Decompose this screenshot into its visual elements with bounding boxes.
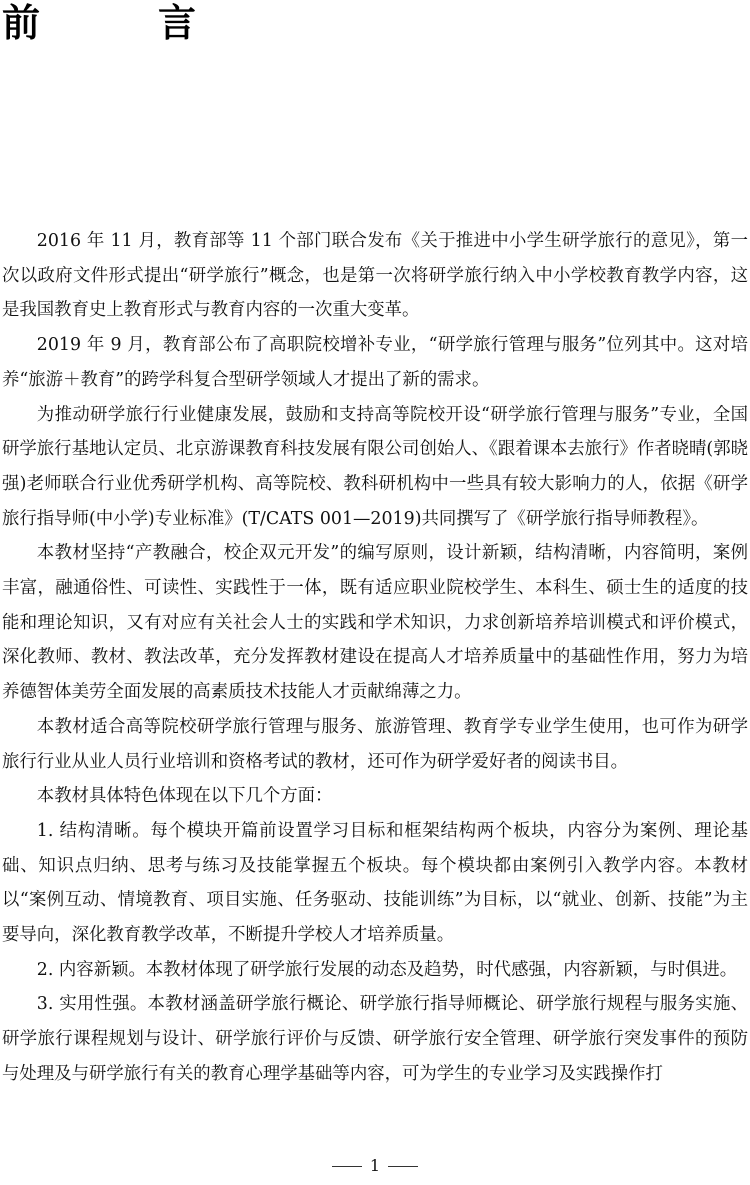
page-title: 前 言	[2, 1, 237, 45]
paragraph-8: 2. 内容新颖。本教材体现了研学旅行发展的动态及趋势，时代感强，内容新颖，与时俱进。	[36, 959, 738, 980]
paragraph-1: 2016 年 11 月，教育部等 11 个部门联合发布《关于推进中小学生研学旅行的意见》，第一次以政府文件形式提出“研学旅行”概念，也是第一次将研学旅行纳入中小学校教育教学内容，这是我国教育史上教育形式与教育内容的一次重大变革。	[2, 231, 748, 321]
page-footer	[0, 1156, 750, 1176]
paragraph-7: 1. 结构清晰。每个模块开篇前设置学习目标和框架结构两个板块，内容分为案例、理论基础、知识点归纳、思考与练习及技能掌握五个板块。每个模块都由案例引入教学内容。本教材以“案例互动、情境教育、项目实施、任务驱动、技能训练”为目标，以“就业、创新、技能”为主要导向，深化教育教学改革，不断提升学校人才培养质量。	[2, 820, 748, 946]
paragraph-6: 本教材具体特色体现在以下几个方面：	[36, 786, 333, 807]
paragraph-5: 本教材适合高等院校研学旅行管理与服务、旅游管理、教育学专业学生使用，也可作为研学旅行行业从业人员行业培训和资格考试的教材，还可作为研学爱好者的阅读书目。	[2, 716, 748, 772]
footer-dash-right	[388, 1166, 418, 1167]
paragraph-3: 为推动研学旅行行业健康发展，鼓励和支持高等院校开设“研学旅行管理与服务”专业，全国研学旅行基地认定员、北京游课教育科技发展有限公司创始人、《跟着课本去旅行》作者晓晴(郭晓强)老师联合行业优秀研学机构、高等院校、教科研机构中一些具有较大影响力的人，依据《研学旅行指导师(中小学)专业标准》(T/CATS 001—2019)共同撰写了《研学旅行指导师教程》。	[2, 404, 748, 529]
footer-dash-left	[332, 1166, 362, 1167]
paragraph-9: 3. 实用性强。本教材涵盖研学旅行概论、研学旅行指导师概论、研学旅行规程与服务实施、研学旅行课程规划与设计、研学旅行评价与反馈、研学旅行安全管理、研学旅行突发事件的预防与处理及与研学旅行有关的教育心理学基础等内容，可为学生的专业学习及实践操作打	[2, 994, 748, 1084]
paragraph-4: 本教材坚持“产教融合，校企双元开发”的编写原则，设计新颖，结构清晰，内容简明，案例丰富，融通俗性、可读性、实践性于一体，既有适应职业院校学生、本科生、硕士生的适度的技能和理论知识，又有对应有关社会人士的实践和学术知识，力求创新培养培训模式和评价模式，深化教师、教材、教法改革，充分发挥教材建设在提高人才培养质量中的基础性作用，努力为培养德智体美劳全面发展的高素质技术技能人才贡献绵薄之力。	[2, 543, 748, 703]
paragraph-2: 2019 年 9 月，教育部公布了高职院校增补专业，“研学旅行管理与服务”位列其中。这对培养“旅游＋教育”的跨学科复合型研学领域人才提出了新的需求。	[2, 335, 748, 390]
page-number: 1	[369, 1156, 381, 1175]
preface-body	[2, 224, 748, 1092]
